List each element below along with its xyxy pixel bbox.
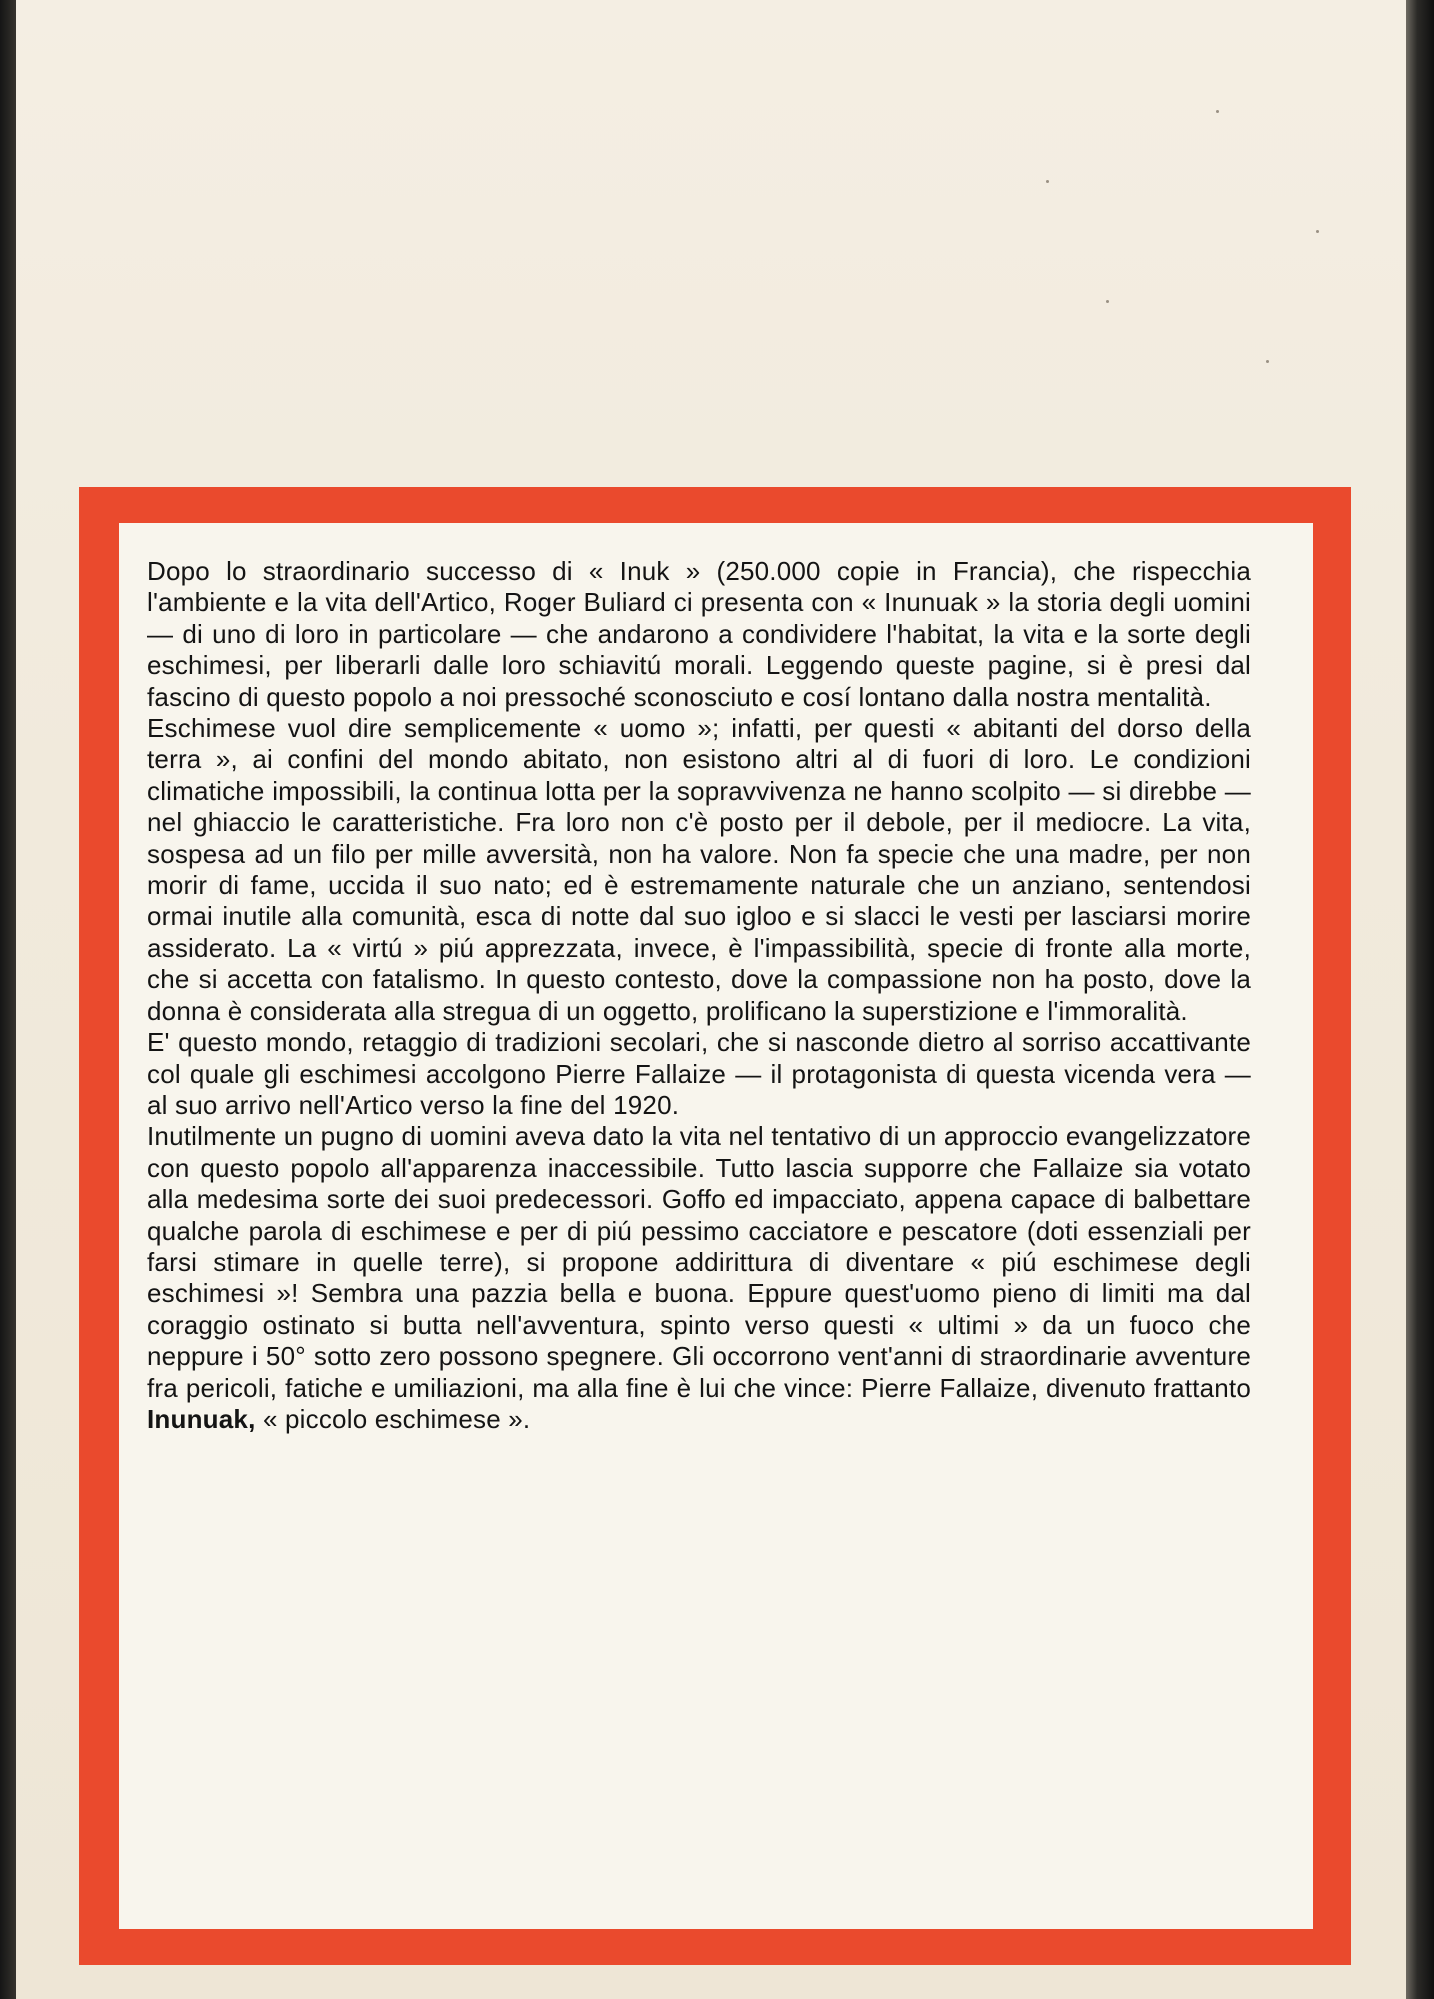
title-inunuak: Inunuak, <box>147 1403 256 1434</box>
paper-speck <box>1106 300 1109 303</box>
paper-speck <box>1266 360 1269 363</box>
blurb-paragraph-3: E' questo mondo, retaggio di tradizioni secolari, che si nasconde dietro al sorriso accattivante col quale gli eschimesi accolgono Pierre Fallaize — il protagonista di questa vicenda vera — al suo arrivo nell'Artico verso la fine del 1920. <box>147 1027 1251 1120</box>
blurb-paragraph-2: Eschimese vuol dire semplicemente « uomo »; infatti, per questi « abitanti del dorso della terra », ai confini del mondo abitato, non esistono altri al di fuori di loro. Le condizioni climatiche impossibili, la continua lotta per la sopravvivenza ne hanno scolpito — si direbbe — nel ghiaccio le caratteristiche. Fra loro non c'è posto per il debole, per il mediocre. La vita, sospesa ad un filo per mille avversità, non ha valore. Non fa specie che una madre, per non morir di fame, uccida il suo nato; ed è estremamente naturale che un anziano, sentendosi ormai inutile alla comunità, esca di notte dal suo igloo e si slacci le vesti per lasciarsi morire assiderato. La « virtú » piú apprezzata, invece, è l'impassibilità, specie di fronte alla morte, che si accetta con fatalismo. In questo contesto, dove la compassione non ha posto, dove la donna è considerata alla stregua di un oggetto, prolificano la superstizione e l'immoralità. <box>147 713 1251 1026</box>
blurb-text <box>147 556 1251 1435</box>
blurb-paragraph-4-text: Inutilmente un pugno di uomini aveva dato la vita nel tentativo di un approccio evangelizzatore con questo popolo all'apparenza inaccessibile. Tutto lascia supporre che Fallaize sia votato alla medesima sorte dei suoi predecessori. Goffo ed impacciato, appena capace di balbettare qualche parola di eschimese e per di piú pessimo cacciatore e pescatore (doti essenziali per farsi stimare in quelle terre), si propone addirittura di diventare « piú eschimese degli eschimesi »! Sembra una pazzia bella e buona. Eppure quest'uomo pieno di limiti ma dal coraggio ostinato si butta nell'avventura, spinto verso questi « ultimi » da un fuoco che neppure i 50° sotto zero possono spegnere. Gli occorrono vent'anni di straordinarie avventure fra pericoli, fatiche e umiliazioni, ma alla fine è lui che vince: Pierre Fallaize, divenuto frattanto <box>147 1121 1251 1403</box>
paper-speck <box>1046 180 1049 183</box>
blurb-paragraph-1: Dopo lo straordinario successo di « Inuk » (250.000 copie in Francia), che rispecchia l'ambiente e la vita dell'Artico, Roger Buliard ci presenta con « Inunuak » la storia degli uomini — di uno di loro in particolare — che andarono a condividere l'habitat, la vita e la sorte degli eschimesi, per liberarli dalle loro schiavitú morali. Leggendo queste pagine, si è presi dal fascino di questo popolo a noi pressoché sconosciuto e cosí lontano dalla nostra mentalità. <box>147 556 1251 712</box>
scan-right-edge <box>1406 0 1434 1999</box>
blurb-closing: « piccolo eschimese ». <box>262 1403 531 1434</box>
blurb-paragraph-4 <box>147 1121 1251 1435</box>
paper-speck <box>1216 110 1219 113</box>
paper-speck <box>1316 230 1319 233</box>
